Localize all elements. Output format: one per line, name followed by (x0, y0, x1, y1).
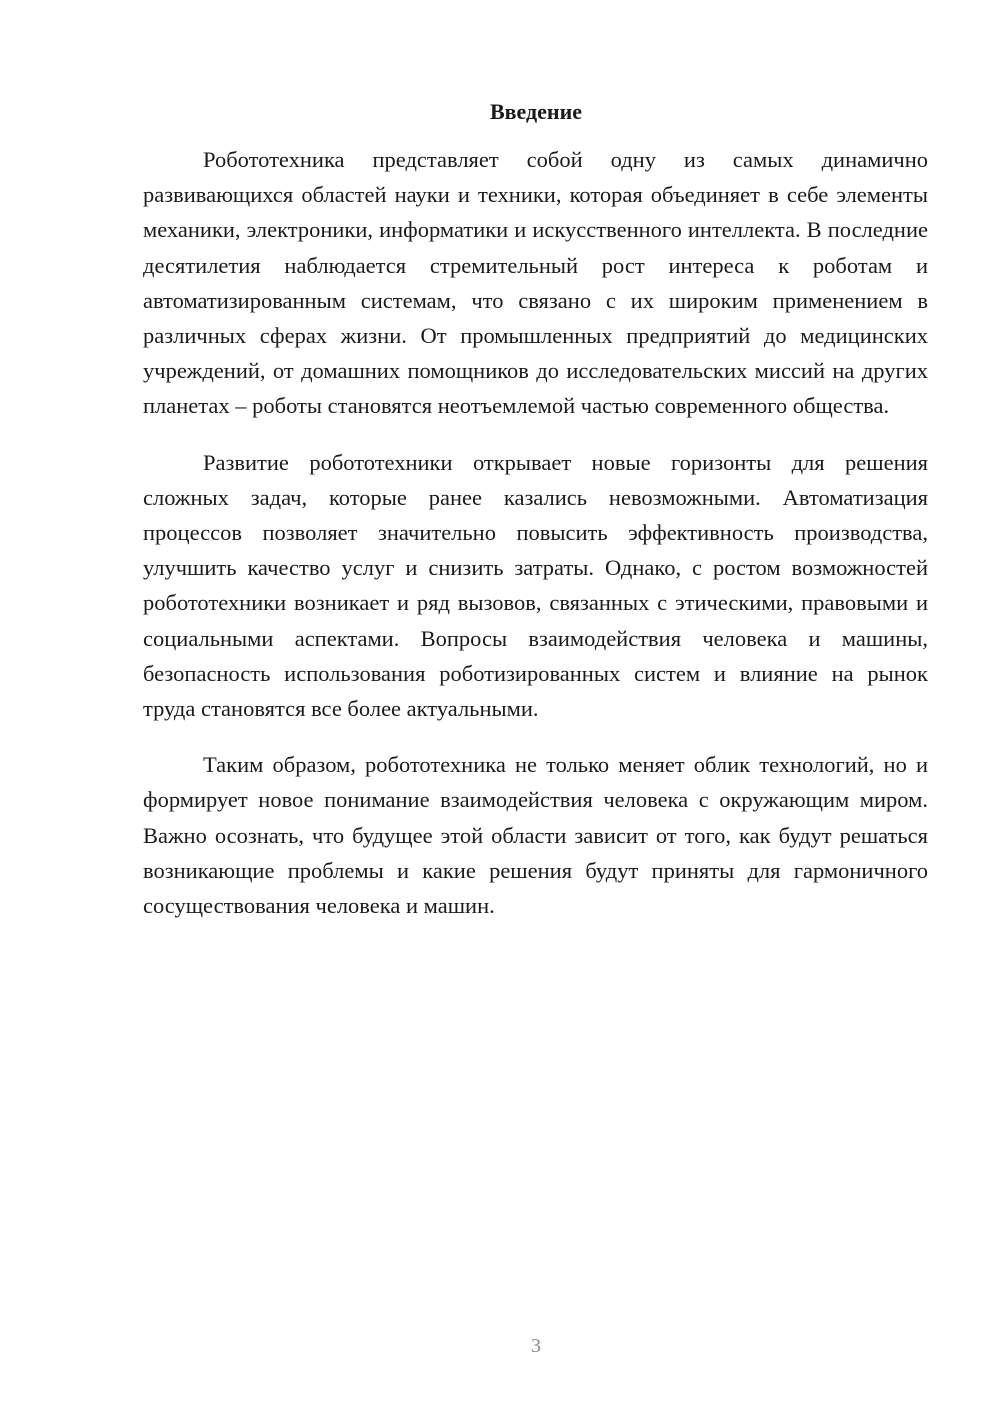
paragraph-2: Развитие робототехники открывает новые горизонты для решения сложных задач, которые ранее казались невозможными. Автоматизация процессов позволяет значительно повысить эффективность производства, улучшить качество услуг и снизить затраты. Однако, с ростом возможностей робототехники возникает и ряд вызовов, связанных с этическими, правовыми и социальными аспектами. Вопросы взаимодействия человека и машины, безопасность использования роботизированных систем и влияние на рынок труда становятся все более актуальными. (143, 449, 928, 722)
section-heading: Введение (489, 99, 583, 124)
paragraph-3: Таким образом, робототехника не только меняет облик технологий, но и формирует новое понимание взаимодействия человека с окружающим миром. Важно осознать, что будущее этой области зависит от того, как будут решаться возникающие проблемы и какие решения будут приняты для гармоничного сосуществования человека и машин. (143, 752, 928, 919)
paragraph-1: Робототехника представляет собой одну из самых динамично развивающихся областей науки и техники, которая объединяет в себе элементы механики, электроники, информатики и искусственного интеллекта. В последние десятилетия наблюдается стремительный рост интереса к роботам и автоматизированным системам, что связано с их широким применением в различных сферах жизни. От промышленных предприятий до медицинских учреждений, от домашних помощников до исследовательских миссий на других планетах – роботы становятся неотъемлемой частью современного общества. (143, 147, 928, 419)
body-text (143, 142, 928, 944)
page-number: 3 (531, 1335, 541, 1357)
